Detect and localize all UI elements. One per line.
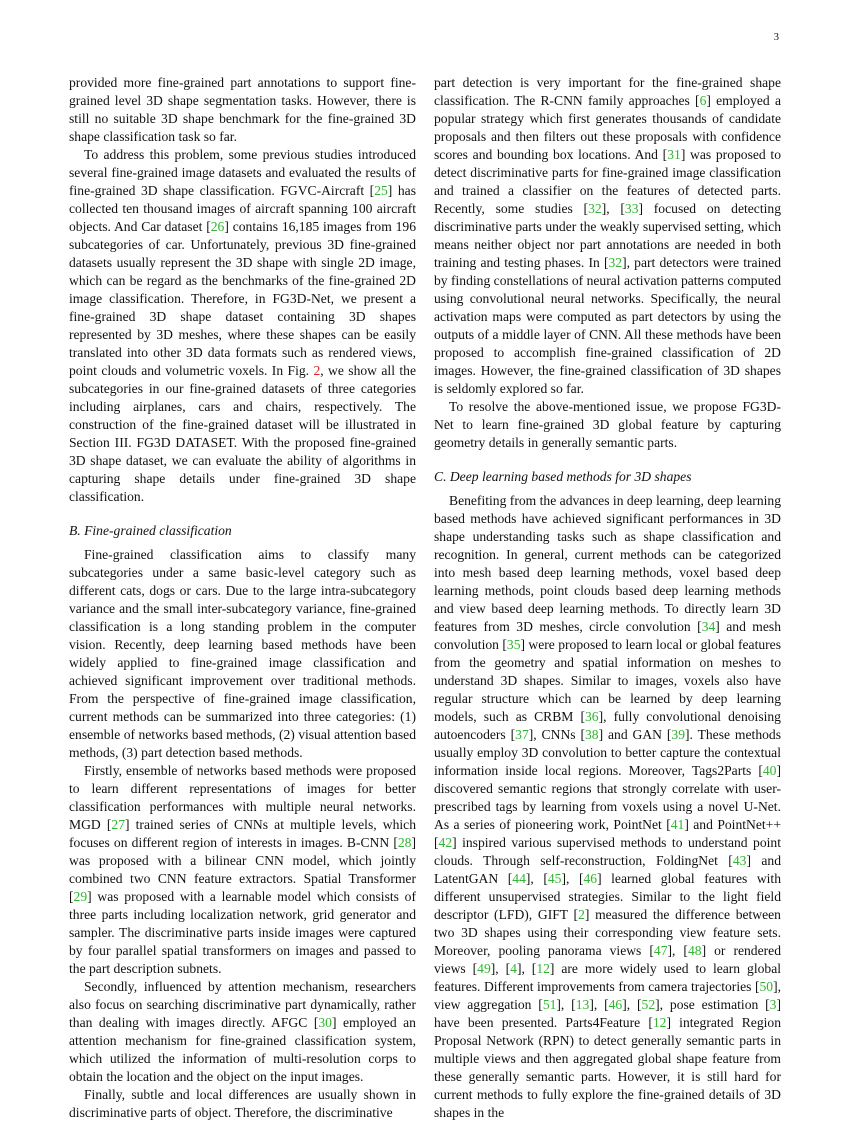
paragraph-text: ], pose estimation [ [655, 997, 770, 1012]
paragraph-text: ], [ [589, 997, 609, 1012]
body-paragraph [69, 762, 416, 978]
paragraph-text: ], [ [561, 871, 584, 886]
paragraph-text: ] and PointNet++ [ [434, 817, 781, 850]
paragraph-text: ] employed a popular strategy which first generates thousands of candidate proposals and then filters out these proposals with confidence scores and bounding box locations. And [ [434, 93, 781, 162]
citation-link[interactable]: 28 [397, 835, 412, 850]
citation-link[interactable]: 46 [608, 997, 623, 1012]
citation-link[interactable]: 36 [584, 709, 599, 724]
body-paragraph [69, 546, 416, 762]
paragraph-text: ] has collected ten thousand images of aircraft spanning 100 aircraft objects. And Car dataset [ [69, 183, 416, 234]
paragraph-text: ], [ [490, 961, 511, 976]
paragraph-text: ], [ [601, 201, 625, 216]
paragraph-text: ], part detectors were trained by finding constellations of neural activation patterns computed using convolutional neural networks. Specifically, the neural activation maps were computed as part detectors by using the outputs of a middle layer of CNN. All these methods have been proposed to accomplish fine-grained classification of 2D images. However, the fine-grained classification of 3D shapes is seldomly explored so far. [434, 255, 781, 396]
citation-link[interactable]: 52 [641, 997, 656, 1012]
paragraph-text: ] trained series of CNNs at multiple levels, which focuses on different region of interests in images. B-CNN [ [69, 817, 416, 850]
citation-link[interactable]: 13 [575, 997, 590, 1012]
citation-link[interactable]: 4 [510, 961, 517, 976]
citation-link[interactable]: 43 [732, 853, 747, 868]
citation-link[interactable]: 12 [536, 961, 550, 976]
paragraph-text: ], view aggregation [ [434, 979, 781, 1012]
paragraph-text: Finally, subtle and local differences are usually shown in discriminative parts of object. Therefore, the discriminative [69, 1087, 416, 1120]
citation-link[interactable]: 26 [210, 219, 225, 234]
paragraph-text: part detection is very important for the fine-grained shape classification. The R-CNN family approaches [ [434, 75, 781, 108]
citation-link[interactable]: 35 [506, 637, 521, 652]
body-paragraph [434, 74, 781, 398]
citation-link[interactable]: 6 [699, 93, 707, 108]
body-paragraph [69, 74, 416, 146]
page-number: 3 [773, 32, 779, 43]
paragraph-text: ], [ [525, 871, 548, 886]
paragraph-text: ] inspired various supervised methods to understand point clouds. Through self-reconstruction, FoldingNet [ [434, 835, 781, 868]
section-heading: C. Deep learning based methods for 3D shapes [434, 469, 692, 484]
paragraph-text: , we show all the subcategories in our fine-grained datasets of three categories including airplanes, cars and chairs, respectively. The construction of the fine-grained dataset will be illustrated in Section III. FG3D DATASET. With the proposed fine-grained 3D shape dataset, we can evaluate the ability of algorithms in capturing shape details under fine-grained 3D shape classification. [69, 363, 416, 504]
citation-link[interactable]: 29 [73, 889, 88, 904]
paragraph-text: ], [ [516, 961, 537, 976]
citation-link[interactable]: 32 [588, 201, 602, 216]
citation-link[interactable]: 38 [584, 727, 599, 742]
citation-link[interactable]: 34 [701, 619, 716, 634]
paragraph-text: ] was proposed to detect discriminative parts for fine-grained image classification and trained a classifier on the features of detected parts. Recently, some studies [ [434, 147, 781, 216]
citation-link[interactable]: 49 [477, 961, 491, 976]
paragraph-text: ] integrated Region Proposal Network (RPN) to detect generally semantic parts in multiple views and then aggregated global shape feature from these generally semantic parts. However, it is still hard for current methods to fully explore the fine-grained details of 3D shapes in the [434, 1015, 781, 1120]
figure-reference-link[interactable]: 2 [313, 363, 321, 378]
paragraph-text: ] employed an attention mechanism for fine-grained classification system, which utilized the information of multi-resolution corps to obtain the location and the object on the input images. [69, 1015, 416, 1084]
body-paragraph [69, 146, 416, 506]
citation-link[interactable]: 33 [624, 201, 639, 216]
paragraph-text: ] learned global features with different unsupervised strategies. Similar to the light field descriptor (LFD), GIFT [ [434, 871, 781, 922]
paragraph-text: Benefiting from the advances in deep learning, deep learning based methods have achieved significant performances in 3D shape understanding tasks such as shape classification and recognition. In general, current methods can be categorized into mesh based deep learning methods, voxel based deep learning methods, point clouds based deep learning methods and view based deep learning methods. To directly learn 3D features from 3D meshes, circle convolution [ [434, 493, 781, 634]
citation-link[interactable]: 2 [578, 907, 585, 922]
paragraph-text: ], [ [556, 997, 576, 1012]
paragraph-text: Fine-grained classification aims to classify many subcategories under a same basic-level category such as different cats, dogs or cars. Due to the large intra-subcategory variance and the small inter-subcategory variance, fine-grained classification is a long standing problem in the computer vision. Recently, deep learning based methods have been widely applied to fine-grained image classification and achieved significant improvement over traditional methods. From the perspective of fine-grained image classification, current methods can be summarized into three categories: (1) ensemble of networks based methods, (2) visual attention based methods, (3) part detection based methods. [69, 547, 416, 760]
citation-link[interactable]: 39 [671, 727, 685, 742]
paragraph-text: ], fully convolutional denoising autoencoders [ [434, 709, 781, 742]
citation-link[interactable]: 51 [542, 997, 557, 1012]
body-paragraph [69, 1086, 416, 1122]
body-paragraph [434, 492, 781, 1122]
paragraph-text: ] focused on detecting discriminative parts under the weakly supervised setting, which means neither object nor part annotations are needed in both training and testing phases. In [ [434, 201, 781, 270]
paragraph-text: Secondly, influenced by attention mechanism, researchers also focus on searching discriminative part dynamically, rather than dealing with images directly. AFGC [ [69, 979, 416, 1030]
citation-link[interactable]: 12 [652, 1015, 667, 1030]
body-paragraph [434, 398, 781, 452]
paragraph-text: ] or rendered views [ [434, 943, 781, 976]
citation-link[interactable]: 42 [438, 835, 453, 850]
paragraph-text: ] are more widely used to learn global features. Different improvements from camera trajectories [ [434, 961, 782, 994]
paragraph-text: To resolve the above-mentioned issue, we propose FG3D-Net to learn fine-grained 3D global feature by capturing geometry details in generally semantic parts. [434, 399, 781, 450]
paragraph-text: ] and GAN [ [598, 727, 672, 742]
paragraph-text: Firstly, ensemble of networks based methods were proposed to learn different representations of images for better classification performances with multiple neural networks. MGD [ [69, 763, 416, 832]
paragraph-text: ] contains 16,185 images from 196 subcategories of car. Unfortunately, previous 3D fine-grained datasets usually represent the 3D shape with single 2D image, which can be regard as the benchmarks of the fine-grained 2D image classification. Therefore, in FG3D-Net, we present a fine-grained 3D shape dataset containing 3D shapes represented by 3D meshes, where these shapes can be easily translated into other 3D data formats such as rendered views, point clouds and volumetric voxels. In Fig. [69, 219, 416, 378]
paragraph-text: ] measured the difference between two 3D shapes using their corresponding view feature sets. Moreover, pooling panorama views [ [434, 907, 781, 958]
citation-link[interactable]: 25 [374, 183, 388, 198]
citation-link[interactable]: 50 [759, 979, 774, 994]
paragraph-text: ]. These methods usually employ 3D convolution to better capture the contextual information inside local regions. Moreover, Tags2Parts [ [434, 727, 781, 778]
paragraph-text: ] have been presented. Parts4Feature [ [434, 997, 781, 1030]
citation-link[interactable]: 46 [583, 871, 598, 886]
paragraph-text: ] was proposed with a learnable model which consists of three parts including localization network, grid generator and sampler. The discriminative parts inside images were captured by four parallel spatial transformers on images and passed to the part description subnets. [69, 889, 416, 976]
paragraph-text: ], CNNs [ [528, 727, 585, 742]
citation-link[interactable]: 30 [318, 1015, 332, 1030]
paragraph-text: ], [ [667, 943, 688, 958]
left-column [69, 74, 416, 1122]
citation-link[interactable]: 37 [515, 727, 529, 742]
citation-link[interactable]: 41 [670, 817, 685, 832]
citation-link[interactable]: 48 [687, 943, 702, 958]
citation-link[interactable]: 32 [608, 255, 623, 270]
citation-link[interactable]: 45 [547, 871, 562, 886]
paragraph-text: ], [ [622, 997, 642, 1012]
paragraph-text: ] and LatentGAN [ [434, 853, 781, 886]
paragraph-text: ] discovered semantic regions that strongly correlate with user-prescribed tags by learning from voxels using a novel U-Net. As a series of pioneering work, PointNet [ [434, 763, 781, 832]
paragraph-text: ] and mesh convolution [ [434, 619, 782, 652]
paragraph-text: To address this problem, some previous studies introduced several fine-grained image datasets and evaluated the results of fine-grained 3D shape classification. FGVC-Aircraft [ [69, 147, 416, 198]
body-paragraph [69, 978, 416, 1086]
paragraph-text: ] was proposed with a bilinear CNN model, which jointly combined two CNN feature extractors. Spatial Transformer [ [69, 835, 416, 904]
paragraph-text: provided more fine-grained part annotations to support fine-grained level 3D shape segmentation tasks. However, there is still no suitable 3D shape benchmark for the fine-grained 3D shape classification task so far. [69, 75, 416, 144]
citation-link[interactable]: 31 [667, 147, 681, 162]
citation-link[interactable]: 47 [653, 943, 668, 958]
citation-link[interactable]: 3 [769, 997, 777, 1012]
citation-link[interactable]: 40 [762, 763, 777, 778]
right-column [434, 74, 781, 1122]
paragraph-text: ] were proposed to learn local or global features from the geometry and spatial information on meshes to understand 3D shapes. Similar to images, voxels also have regular structure which can be learned by deep learning models, such as CRBM [ [434, 637, 781, 724]
citation-link[interactable]: 27 [111, 817, 125, 832]
section-heading: B. Fine-grained classification [69, 523, 232, 538]
citation-link[interactable]: 44 [512, 871, 526, 886]
